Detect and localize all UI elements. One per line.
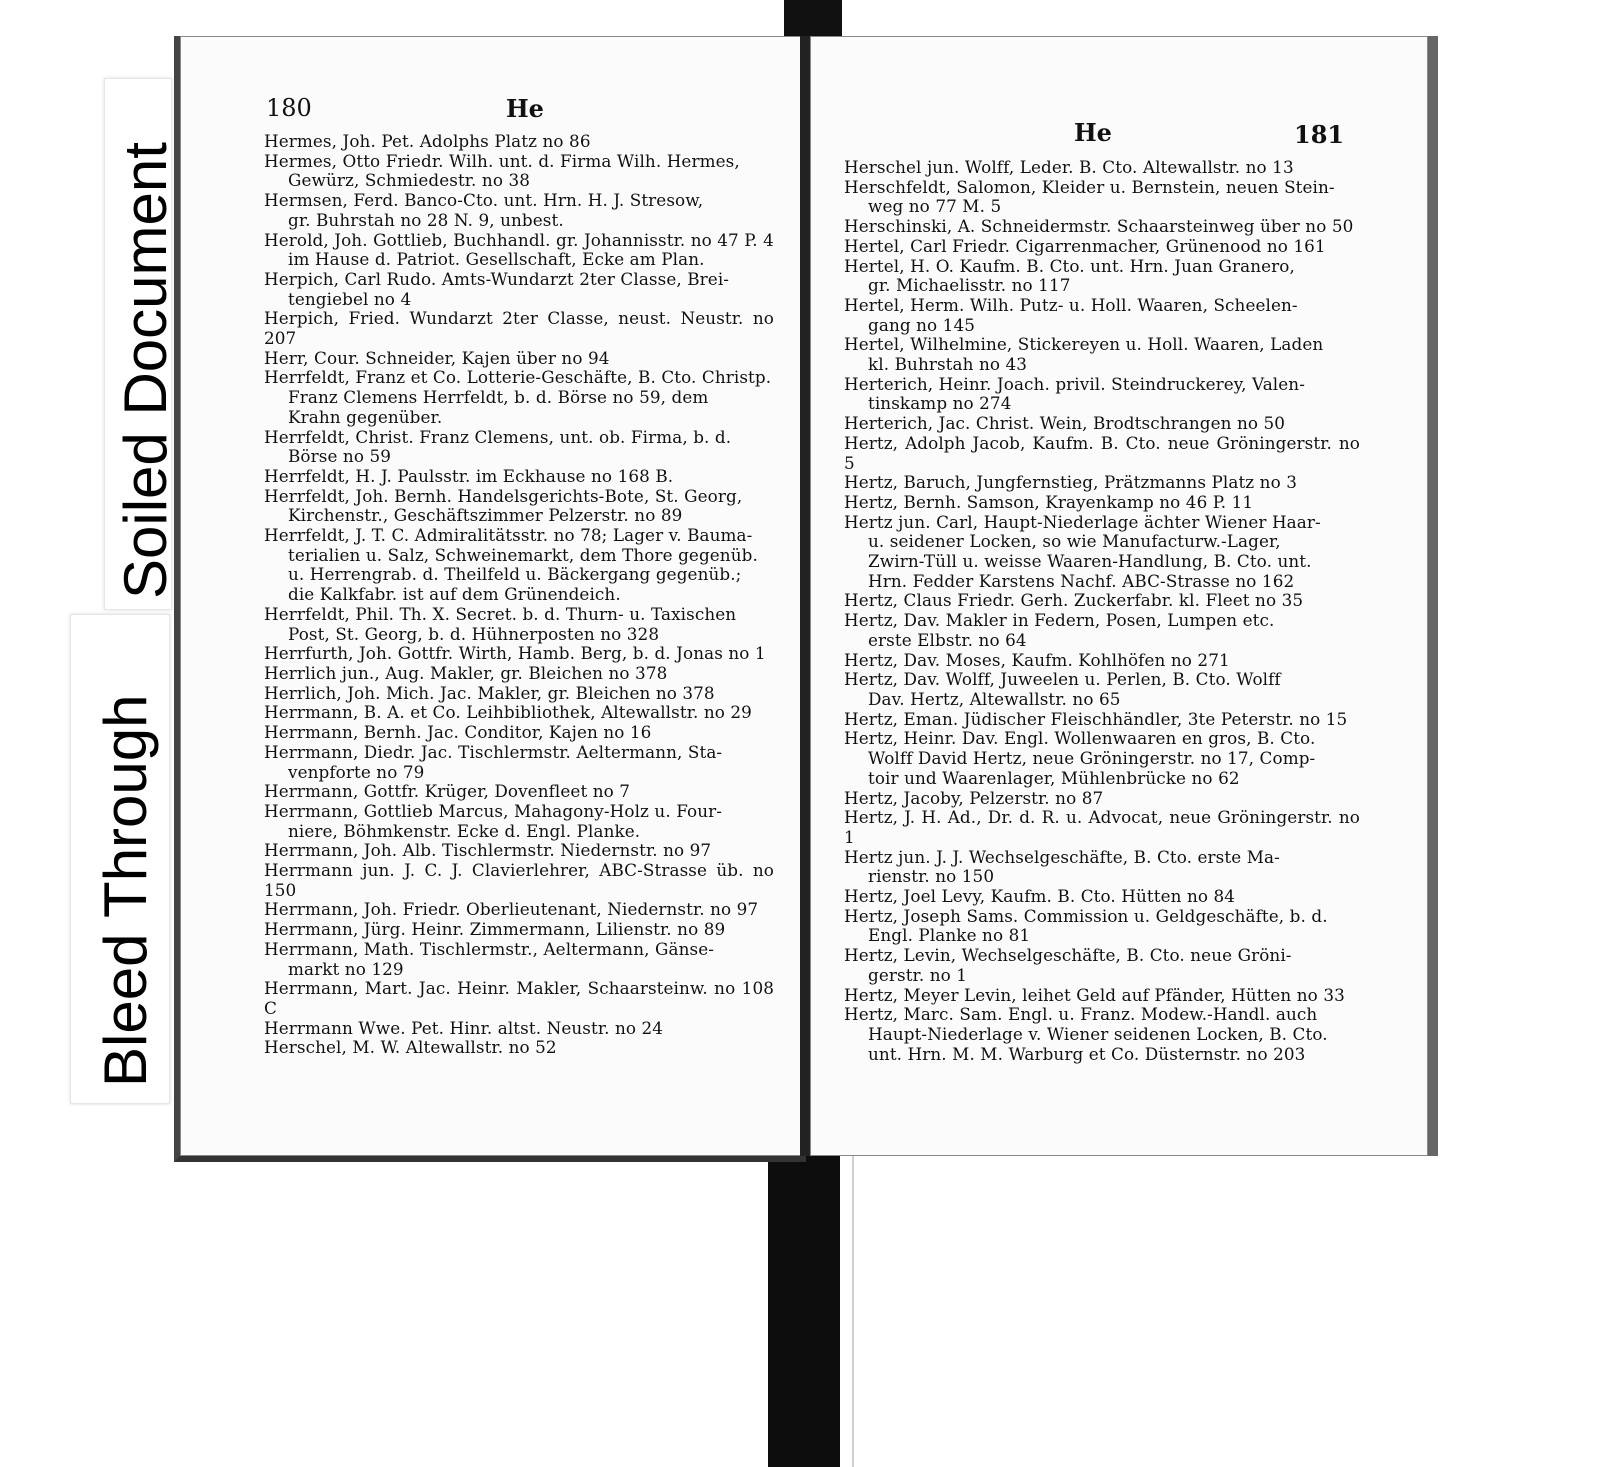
entry-continuation: tengiebel no 4 (288, 288, 412, 309)
entry-line: Hertz, Dav. Moses, Kaufm. Kohlhöfen no 271 (844, 649, 1230, 670)
directory-entry (844, 651, 1360, 671)
entry-line: Hertz, Dav. Wolff, Juweelen u. Perlen, B. Cto. Wolff (844, 669, 1281, 690)
binding-strip-bottom (768, 1148, 840, 1467)
entry-continuation: Zwirn-Tüll u. weisse Waaren-Handlung, B. Cto. unt. (868, 551, 1312, 572)
entry-line: Herrfurth, Joh. Gottfr. Wirth, Hamb. Berg, b. d. Jonas no 1 (264, 643, 766, 664)
entry-continuation: Hrn. Fedder Karstens Nachf. ABC-Strasse no 162 (868, 570, 1295, 591)
entry-line: Hertz jun. Carl, Haupt-Niederlage ächter Wiener Haar- (844, 511, 1321, 532)
entry-continuation: rienstr. no 150 (868, 866, 995, 887)
entry-line: Herrmann, Diedr. Jac. Tischlermstr. Aeltermann, Sta- (264, 741, 723, 762)
entry-line: Hertz, J. H. Ad., Dr. d. R. u. Advocat, neue Gröningerstr. no 1 (844, 807, 1360, 847)
entry-line: Herrfeldt, Phil. Th. X. Secret. b. d. Thurn- u. Taxischen (264, 603, 737, 624)
entry-continuation: unt. Hrn. M. M. Warburg et Co. Düsternstr. no 203 (868, 1043, 1306, 1064)
directory-entry (264, 723, 774, 743)
entry-line: Herrfeldt, Franz et Co. Lotterie-Geschäfte, B. Cto. Christp. (264, 367, 772, 388)
entry-line: Herrmann, Joh. Friedr. Oberlieutenant, Niedernstr. no 97 (264, 899, 759, 920)
entry-line: Herrmann, Gottlieb Marcus, Mahagony-Holz u. Four- (264, 800, 723, 821)
entry-line: Hertz, Bernh. Samson, Krayenkamp no 46 P. 11 (844, 491, 1254, 512)
directory-entry (844, 178, 1360, 217)
directory-entry (844, 946, 1360, 985)
entry-continuation: die Kalkfabr. ist auf dem Grünendeich. (288, 584, 621, 605)
entry-line: Hertel, Carl Friedr. Cigarrenmacher, Grünenood no 161 (844, 235, 1326, 256)
entry-line: Herr, Cour. Schneider, Kajen über no 94 (264, 347, 610, 368)
page-number-left: 180 (266, 94, 312, 122)
entry-continuation: terialien u. Salz, Schweinemarkt, dem Thore gegenüb. (288, 544, 758, 565)
directory-entry (844, 729, 1360, 788)
entry-continuation: venpforte no 79 (288, 761, 425, 782)
open-book (160, 36, 1460, 1162)
entry-continuation: erste Elbstr. no 64 (868, 629, 1027, 650)
directory-entry (844, 710, 1360, 730)
directory-entry (844, 513, 1360, 592)
entry-line: Hertz, Baruch, Jungfernstieg, Prätzmanns Platz no 3 (844, 472, 1297, 493)
directory-entry (844, 335, 1360, 374)
entry-line: Herrmann, Mart. Jac. Heinr. Makler, Schaarsteinw. no 108 C (264, 978, 774, 1018)
running-head-left: He (506, 94, 544, 123)
entry-line: Hermes, Otto Friedr. Wilh. unt. d. Firma Wilh. Hermes, (264, 150, 740, 171)
entry-line: Herrmann, B. A. et Co. Leihbibliothek, Altewallstr. no 29 (264, 702, 752, 723)
entry-continuation: u. seidener Locken, so wie Manufacturw.-Lager, (868, 531, 1281, 552)
directory-entry (264, 644, 774, 664)
entry-line: Herschel, M. W. Altewallstr. no 52 (264, 1037, 557, 1058)
entry-line: Hertz, Dav. Makler in Federn, Posen, Lumpen etc. (844, 610, 1275, 631)
directory-entry (264, 368, 774, 427)
directory-entry (844, 158, 1360, 178)
entry-continuation: Engl. Planke no 81 (868, 925, 1031, 946)
entry-continuation: gr. Buhrstah no 28 N. 9, unbest. (288, 209, 564, 230)
directory-entry (264, 861, 774, 900)
directory-entry (264, 152, 774, 191)
directory-entry (264, 743, 774, 782)
entry-continuation: gr. Michaelisstr. no 117 (868, 275, 1071, 296)
directory-entry (844, 217, 1360, 237)
entry-line: Herrmann, Gottfr. Krüger, Dovenfleet no 7 (264, 781, 631, 802)
entry-line: Herterich, Jac. Christ. Wein, Brodtschrangen no 50 (844, 413, 1286, 434)
entry-line: Hertz, Eman. Jüdischer Fleischhändler, 3te Peterstr. no 15 (844, 708, 1348, 729)
entry-line: Herschel jun. Wolff, Leder. B. Cto. Altewallstr. no 13 (844, 157, 1294, 177)
directory-entry (844, 493, 1360, 513)
entry-line: Hertz, Joseph Sams. Commission u. Geldgeschäfte, b. d. (844, 905, 1328, 926)
directory-entry (844, 986, 1360, 1006)
entry-line: Herrlich, Joh. Mich. Jac. Makler, gr. Bleichen no 378 (264, 682, 715, 703)
directory-entry (844, 434, 1360, 473)
entry-line: Herrmann, Jürg. Heinr. Zimmermann, Lilienstr. no 89 (264, 919, 726, 940)
entry-line: Herrmann, Bernh. Jac. Conditor, Kajen no 16 (264, 722, 652, 743)
directory-entries-left (264, 132, 774, 1058)
directory-entry (264, 132, 774, 152)
entry-continuation: Gewürz, Schmiedestr. no 38 (288, 170, 531, 191)
entry-line: Hermsen, Ferd. Banco-Cto. unt. Hrn. H. J. Stresow, (264, 190, 704, 211)
directory-entry (844, 473, 1360, 493)
entry-continuation: Kirchenstr., Geschäftszimmer Pelzerstr. no 89 (288, 505, 683, 526)
entry-line: Hertel, H. O. Kaufm. B. Cto. unt. Hrn. Juan Granero, (844, 255, 1295, 276)
page-number-right: 181 (1294, 120, 1345, 149)
directory-entry (844, 414, 1360, 434)
entry-continuation: markt no 129 (288, 958, 404, 979)
label-box-soiled (104, 78, 179, 610)
directory-entry (844, 237, 1360, 257)
entry-line: Herold, Joh. Gottlieb, Buchhandl. gr. Johannisstr. no 47 P. 4 (264, 229, 774, 250)
directory-entry (844, 848, 1360, 887)
entry-line: Herrfeldt, Christ. Franz Clemens, unt. ob. Firma, b. d. (264, 426, 732, 447)
directory-entry (264, 664, 774, 684)
left-page (174, 36, 806, 1162)
entry-line: Hertz, Meyer Levin, leihet Geld auf Pfänder, Hütten no 33 (844, 984, 1345, 1005)
entry-line: Hertz, Joel Levy, Kaufm. B. Cto. Hütten no 84 (844, 886, 1236, 907)
entry-line: Herpich, Carl Rudo. Amts-Wundarzt 2ter Classe, Brei- (264, 268, 730, 289)
directory-entry (264, 703, 774, 723)
directory-entry (264, 841, 774, 861)
entry-line: Herrfeldt, H. J. Paulsstr. im Eckhause no 168 B. (264, 465, 674, 486)
entry-continuation: niere, Böhmkenstr. Ecke d. Engl. Planke. (288, 820, 641, 841)
entry-line: Hertz, Marc. Sam. Engl. u. Franz. Modew.-Handl. auch (844, 1004, 1318, 1025)
directory-entries-right (844, 158, 1360, 1064)
entry-line: Hertel, Herm. Wilh. Putz- u. Holl. Waaren, Scheelen- (844, 294, 1298, 315)
directory-entry (264, 526, 774, 605)
entry-line: Hertz jun. J. J. Wechselgeschäfte, B. Cto. erste Ma- (844, 846, 1280, 867)
directory-entry (844, 808, 1360, 847)
label-box-bleed (70, 614, 170, 1104)
right-page (810, 36, 1438, 1156)
entry-line: Herrmann, Math. Tischlermstr., Aeltermann, Gänse- (264, 938, 715, 959)
entry-line: Herschinski, A. Schneidermstr. Schaarsteinweg über no 50 (844, 216, 1354, 237)
entry-continuation: Wolff David Hertz, neue Gröningerstr. no 17, Comp- (868, 748, 1316, 769)
directory-entry (844, 670, 1360, 709)
directory-entry (844, 296, 1360, 335)
label-bleed-through: Bleed Through (92, 694, 159, 1087)
directory-entry (264, 1038, 774, 1058)
entry-line: Hertel, Wilhelmine, Stickereyen u. Holl. Waaren, Laden (844, 334, 1324, 355)
entry-continuation: Haupt-Niederlage v. Wiener seidenen Locken, B. Cto. (868, 1023, 1328, 1044)
entry-line: Herrfeldt, Joh. Bernh. Handelsgerichts-Bote, St. Georg, (264, 485, 743, 506)
directory-entry (844, 887, 1360, 907)
directory-entry (264, 684, 774, 704)
directory-entry (844, 1005, 1360, 1064)
entry-continuation: u. Herrengrab. d. Theilfeld u. Bäckergang gegenüb.; (288, 564, 742, 585)
entry-continuation: Post, St. Georg, b. d. Hühnerposten no 328 (288, 623, 660, 644)
entry-line: Herrlich jun., Aug. Makler, gr. Bleichen no 378 (264, 662, 668, 683)
entry-line: Hertz, Heinr. Dav. Engl. Wollenwaaren en gros, B. Cto. (844, 728, 1316, 749)
label-soiled-document: Soiled Document (112, 142, 179, 599)
directory-entry (264, 231, 774, 270)
page-edge-line (852, 1148, 854, 1467)
directory-entry (264, 191, 774, 230)
directory-entry (264, 900, 774, 920)
directory-entry (844, 611, 1360, 650)
entry-line: Herrmann jun. J. C. J. Clavierlehrer, ABC-Strasse üb. no 150 (264, 860, 774, 900)
entry-line: Herschfeldt, Salomon, Kleider u. Bernstein, neuen Stein- (844, 176, 1335, 197)
directory-entry (264, 309, 774, 348)
entry-continuation: Dav. Hertz, Altewallstr. no 65 (868, 688, 1121, 709)
directory-entry (264, 487, 774, 526)
directory-entry (264, 979, 774, 1018)
entry-line: Hertz, Adolph Jacob, Kaufm. B. Cto. neue Gröningerstr. no 5 (844, 432, 1360, 473)
directory-entry (264, 270, 774, 309)
directory-entry (264, 467, 774, 487)
entry-line: Herpich, Fried. Wundarzt 2ter Classe, neust. Neustr. no 207 (264, 308, 774, 349)
directory-entry (264, 605, 774, 644)
directory-entry (844, 257, 1360, 296)
entry-line: Hertz, Claus Friedr. Gerh. Zuckerfabr. kl. Fleet no 35 (844, 590, 1304, 611)
entry-continuation: kl. Buhrstah no 43 (868, 354, 1028, 375)
directory-entry (264, 782, 774, 802)
running-head-right: He (1074, 118, 1112, 147)
entry-line: Hermes, Joh. Pet. Adolphs Platz no 86 (264, 131, 591, 151)
directory-entry (264, 920, 774, 940)
directory-entry (844, 591, 1360, 611)
entry-continuation: Börse no 59 (288, 446, 392, 467)
entry-line: Herrmann Wwe. Pet. Hinr. altst. Neustr. no 24 (264, 1017, 664, 1038)
directory-entry (844, 789, 1360, 809)
entry-line: Herrfeldt, J. T. C. Admiralitätsstr. no 78; Lager v. Bauma- (264, 525, 753, 546)
entry-line: Herrmann, Joh. Alb. Tischlermstr. Niedernstr. no 97 (264, 840, 712, 861)
directory-entry (844, 375, 1360, 414)
entry-continuation: weg no 77 M. 5 (868, 196, 1002, 217)
entry-continuation: gerstr. no 1 (868, 964, 968, 985)
entry-continuation: toir und Waarenlager, Mühlenbrücke no 62 (868, 767, 1240, 788)
book-gutter (800, 36, 810, 1156)
entry-continuation: Franz Clemens Herrfeldt, b. d. Börse no 59, dem (288, 387, 709, 408)
entry-continuation: Krahn gegenüber. (288, 406, 443, 427)
entry-continuation: gang no 145 (868, 314, 976, 335)
entry-continuation: im Hause d. Patriot. Gesellschaft, Ecke am Plan. (288, 249, 705, 270)
directory-entry (264, 802, 774, 841)
entry-line: Herterich, Heinr. Joach. privil. Steindruckerey, Valen- (844, 373, 1305, 394)
entry-continuation: tinskamp no 274 (868, 393, 1012, 414)
entry-line: Hertz, Jacoby, Pelzerstr. no 87 (844, 787, 1104, 808)
directory-entry (264, 1019, 774, 1039)
directory-entry (264, 428, 774, 467)
directory-entry (844, 907, 1360, 946)
entry-line: Hertz, Levin, Wechselgeschäfte, B. Cto. neue Gröni- (844, 945, 1292, 966)
directory-entry (264, 349, 774, 369)
directory-entry (264, 940, 774, 979)
